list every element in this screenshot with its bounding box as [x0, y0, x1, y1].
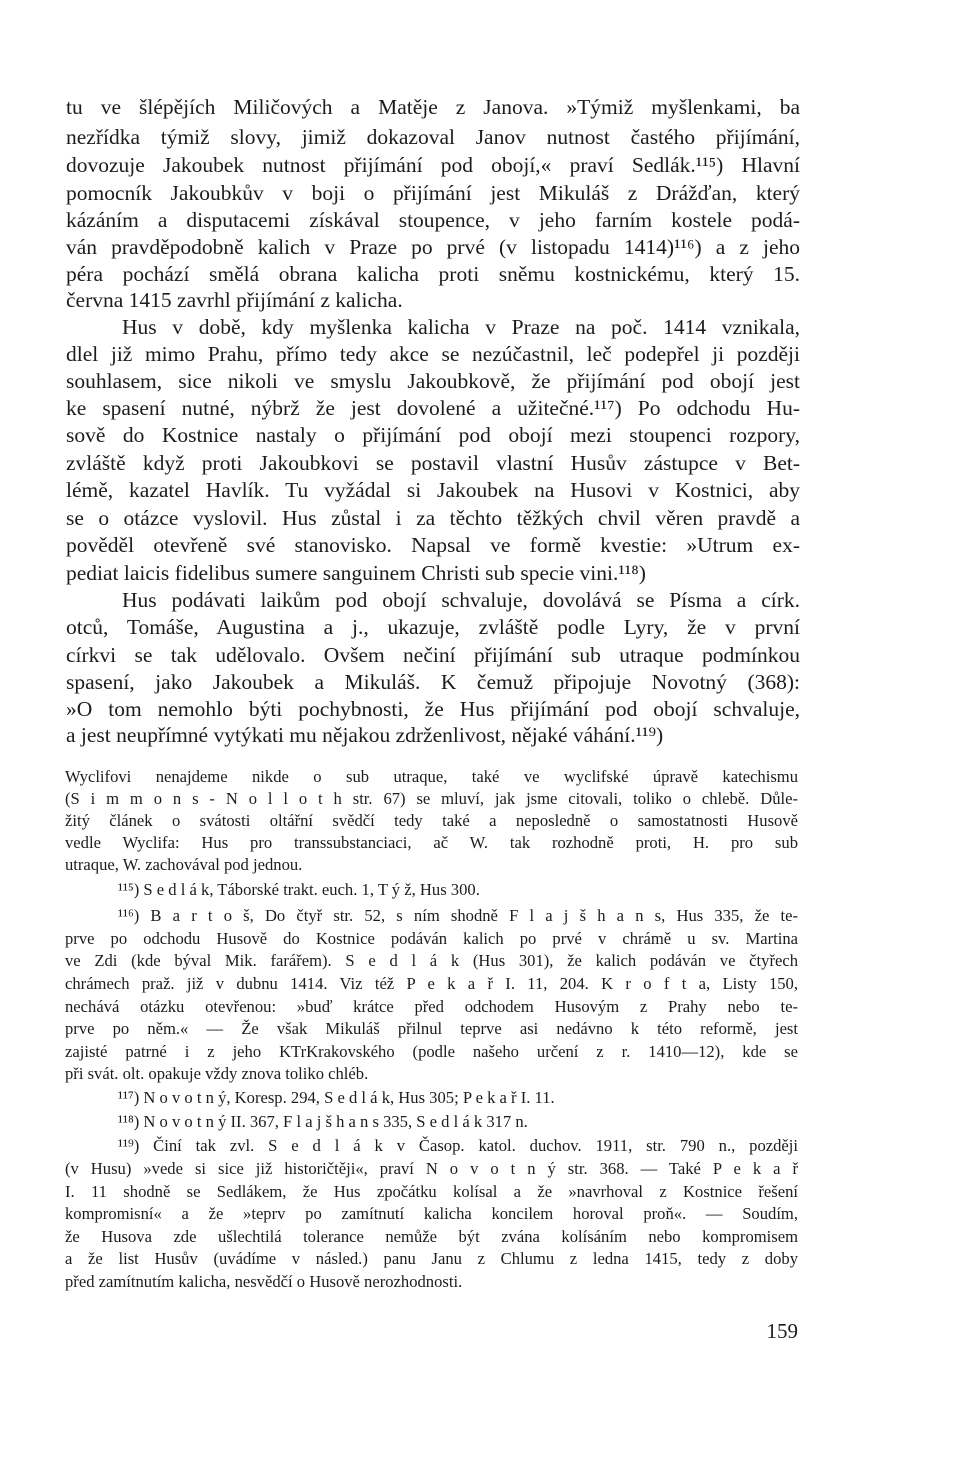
footnote-line: že Husova zde ušlechtilá tolerance nemůže být zvána kolísáním nebo kompromisem [65, 1227, 798, 1246]
footnote-line: prve po něm.« — Že však Mikuláš přilnul teprve asi nedávno k této reformě, jest [65, 1019, 798, 1038]
main-text-line: sově do Kostnice nastaly o přijímání pod obojí mezi stoupenci rozpory, [66, 423, 800, 447]
footnote-line: zajisté patrné i z jeho KTrKrakovského (podle našeho určení z r. 1410—12), kde se [65, 1042, 798, 1061]
main-text-line: »O tom nemohlo býti pochybnosti, že Hus přijímání pod obojí schvaluje, [66, 697, 800, 721]
main-text-line: lémě, kazatel Havlík. Tu vyžádal si Jakoubek na Husovi v Kostnici, aby [66, 478, 800, 502]
page-number: 159 [766, 1319, 798, 1343]
footnote-line: chrámech praž. již v dubnu 1414. Viz též P e k a ř I. 11, 204. K r o f t a, Listy 150, [65, 974, 798, 993]
footnote-line: Wyclifovi nenajdeme nikde o sub utraque, také ve wyclifské úpravě katechismu [65, 767, 798, 786]
main-text-line: spasení, jako Jakoubek a Mikuláš. K čemuž připojuje Novotný (368): [66, 670, 800, 694]
main-text-line: kázáním a disputacemi získával stoupence, v jeho farním kostele podá- [66, 208, 800, 232]
footnote-line: kompromisní« a že »teprv po zamítnutí kalicha koncilem horoval proň«. — Soudím, [65, 1204, 798, 1223]
main-text-line: otců, Tomáše, Augustina a j., ukazuje, zvláště podle Lyry, že v první [66, 615, 800, 639]
footnote-line: před zamítnutím kalicha, nesvědčí o Husově nerozhodnosti. [65, 1272, 463, 1291]
footnote-line: vedle Wyclifa: Hus pro transsubstanciaci, ač W. tak rozhodně proti, H. pro sub [65, 833, 798, 852]
footnote-line: ¹¹⁶) B a r t o š, Do čtyř str. 52, s ním shodně F l a j š h a n s, Hus 335, že te- [118, 906, 798, 925]
footnote-line: ¹¹⁵) S e d l á k, Táborské trakt. euch. 1, T ý ž, Hus 300. [118, 880, 480, 899]
main-text-line: Hus podávati laikům pod obojí schvaluje, dovolává se Písma a círk. [122, 588, 800, 612]
footnote-line: (v Husu) »vede si sice již historičtěji«, praví N o v o t n ý str. 368. — Také P e k a ř [65, 1159, 798, 1178]
main-text-line: dlel již mimo Prahu, přímo tedy akce se nezúčastnil, leč podepřel ji později [66, 342, 800, 366]
main-text-line: církvi se tak udělovalo. Ovšem nečiní přijímání sub utraque podmínkou [66, 643, 800, 667]
footnote-line: ¹¹⁹) Činí tak zvl. S e d l á k v Časop. katol. duchov. 1911, str. 790 n., později [118, 1136, 798, 1155]
main-text-line: souhlasem, sice nikoli ve smyslu Jakoubkově, že přijímání pod obojí jest [66, 369, 800, 393]
main-text-line: pověděl otevřeně své stanovisko. Napsal ve formě kvestie: »Utrum ex- [66, 533, 800, 557]
footnote-line: utraque, W. zachovával pod jednou. [65, 855, 303, 874]
footnote-line: nechává otázku otevřenou: »buď krátce před odchodem Husovým z Prahy nebo te- [65, 997, 798, 1016]
main-text-line: pediat laicis fidelibus sumere sanguinem Christi sub specie vini.¹¹⁸) [66, 561, 646, 585]
main-text-line: se o otázce vyslovil. Hus zůstal i za těchto těžkých chvil věren pravdě a [66, 506, 800, 530]
footnote-line: žitý článek o svátosti oltářní svědčí tedy také a neposledně o samostatnosti Husově [65, 811, 798, 830]
footnote-line: prve po odchodu Husově do Kostnice podáván kalich po prvé v chrámě u sv. Martina [65, 929, 798, 948]
main-text-line: tu ve šlépějích Miličových a Matěje z Janova. »Týmiž myšlenkami, ba [66, 95, 800, 119]
main-text-line: ván pravděpodobně kalich v Praze po prvé (v listopadu 1414)¹¹⁶) a z jeho [66, 235, 800, 259]
main-text-line: ke spasení nutné, nýbrž že jest dovolené a užitečné.¹¹⁷) Po odchodu Hu- [66, 396, 800, 420]
main-text-line: června 1415 zavrhl přijímání z kalicha. [66, 288, 403, 312]
main-text-line: nezřídka týmiž slovy, jimiž dokazoval Janov nutnost častého přijímání, [66, 125, 800, 149]
footnote-line: ¹¹⁸) N o v o t n ý II. 367, F l a j š h a n s 335, S e d l á k 317 n. [118, 1112, 528, 1131]
main-text-line: a jest neupřímné vytýkati mu nějakou zdrženlivost, nějaké váhání.¹¹⁹) [66, 723, 664, 747]
main-text-line: Hus v době, kdy myšlenka kalicha v Praze na poč. 1414 vznikala, [122, 315, 800, 339]
footnote-line: (S i m m o n s - N o l l o t h str. 67) se mluví, jak jsme citovali, toliko o chlebě. Důle- [65, 789, 798, 808]
footnote-line: I. 11 shodně se Sedlákem, že Hus zpočátku kolísal a že »navrhoval z Kostnice řešení [65, 1182, 798, 1201]
main-text-line: zvláště když proti Jakoubkovi se postavil vlastní Husův zástupce v Bet- [66, 451, 800, 475]
main-text-line: péra pochází smělá obrana kalicha proti sněmu kostnickému, který 15. [66, 262, 800, 286]
main-text-line: dovozuje Jakoubek nutnost přijímání pod obojí,« praví Sedlák.¹¹⁵) Hlavní [66, 153, 800, 177]
footnote-line: ¹¹⁷) N o v o t n ý, Koresp. 294, S e d l á k, Hus 305; P e k a ř I. 11. [118, 1088, 555, 1107]
footnote-line: a že list Husův (uvádíme v násled.) panu Janu z Chlumu z ledna 1415, tedy z doby [65, 1249, 798, 1268]
main-text-line: pomocník Jakoubkův v boji o přijímání jest Mikuláš z Drážďan, který [66, 181, 800, 205]
footnote-line: ve Zdi (kde býval Mik. farářem). S e d l á k (Hus 301), že kalich podáván ve čtyřech [65, 951, 798, 970]
footnote-line: při svát. olt. opakuje vždy znova toliko chléb. [65, 1064, 369, 1083]
